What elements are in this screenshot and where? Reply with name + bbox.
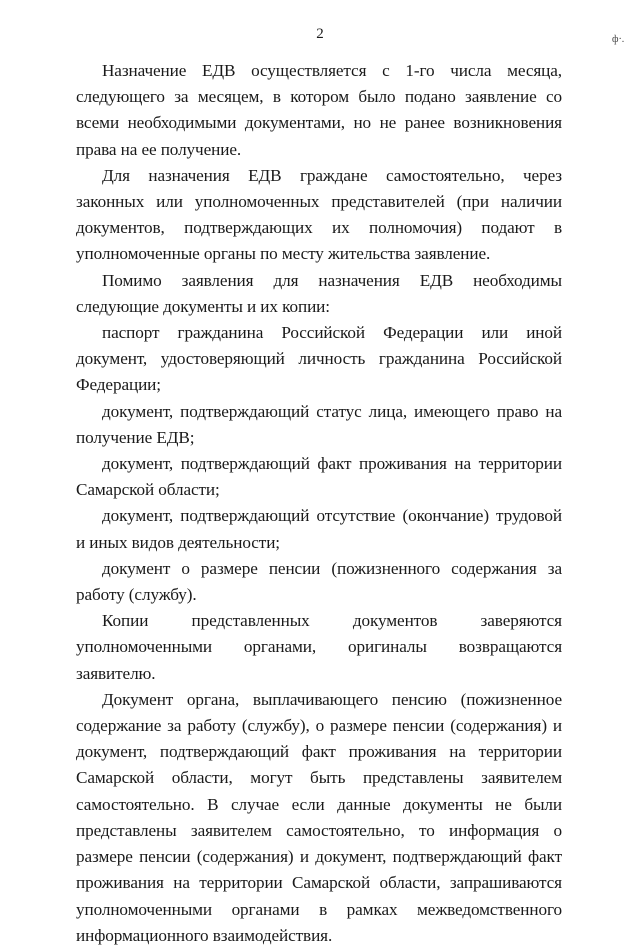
list-item: документ, подтверждающий факт проживания на территории Самарской области;	[76, 454, 562, 500]
list-item: документ о размере пенсии (пожизненного содержания за работу (службу).	[76, 558, 562, 605]
paragraph: Документ органа, выплачивающего пенсию (пожизненное содержание за работу (службу), о размере пенсии (содержания) и документ, подтверждающий факт проживания на территории Самарской области, могут быть представлены заявителем самостоятельно. В случае если данные документы не были представлены заявителем самостоятельно, то информация о размере пенсии (содержания) и документ, подтверждающий факт проживания на территории Самарской области, запрашиваются уполномоченными органами в рамках межведомственного информационного взаимодействия.	[76, 689, 562, 945]
list-item: документ, подтверждающий статус лица, имеющего право на получение ЕДВ;	[76, 401, 562, 447]
paragraph: Назначение ЕДВ осуществляется с 1-го числа месяца, следующего за месяцем, в котором было подано заявление со всеми необходимыми документами, но не ранее возникновения права на ее получение.	[76, 61, 562, 159]
paragraph: Для назначения ЕДВ граждане самостоятельно, через законных или уполномоченных представителей (при наличии документов, подтверждающих их полномочия) подают в уполномоченные органы по месту жительства заявление.	[76, 165, 562, 264]
paragraph: Помимо заявления для назначения ЕДВ необходимы следующие документы и их копии:	[76, 270, 562, 316]
document-body	[76, 58, 562, 949]
corner-mark: ф·.	[612, 34, 625, 45]
list-item: документ, подтверждающий отсутствие (окончание) трудовой и иных видов деятельности;	[76, 506, 562, 552]
paragraph: Копии представленных документов заверяются уполномоченными органами, оригиналы возвращаются заявителю.	[76, 611, 562, 683]
page-number: 2	[316, 26, 324, 42]
list-item: паспорт гражданина Российской Федерации или иной документ, удостоверяющий личность гражданина Российской Федерации;	[76, 323, 562, 395]
